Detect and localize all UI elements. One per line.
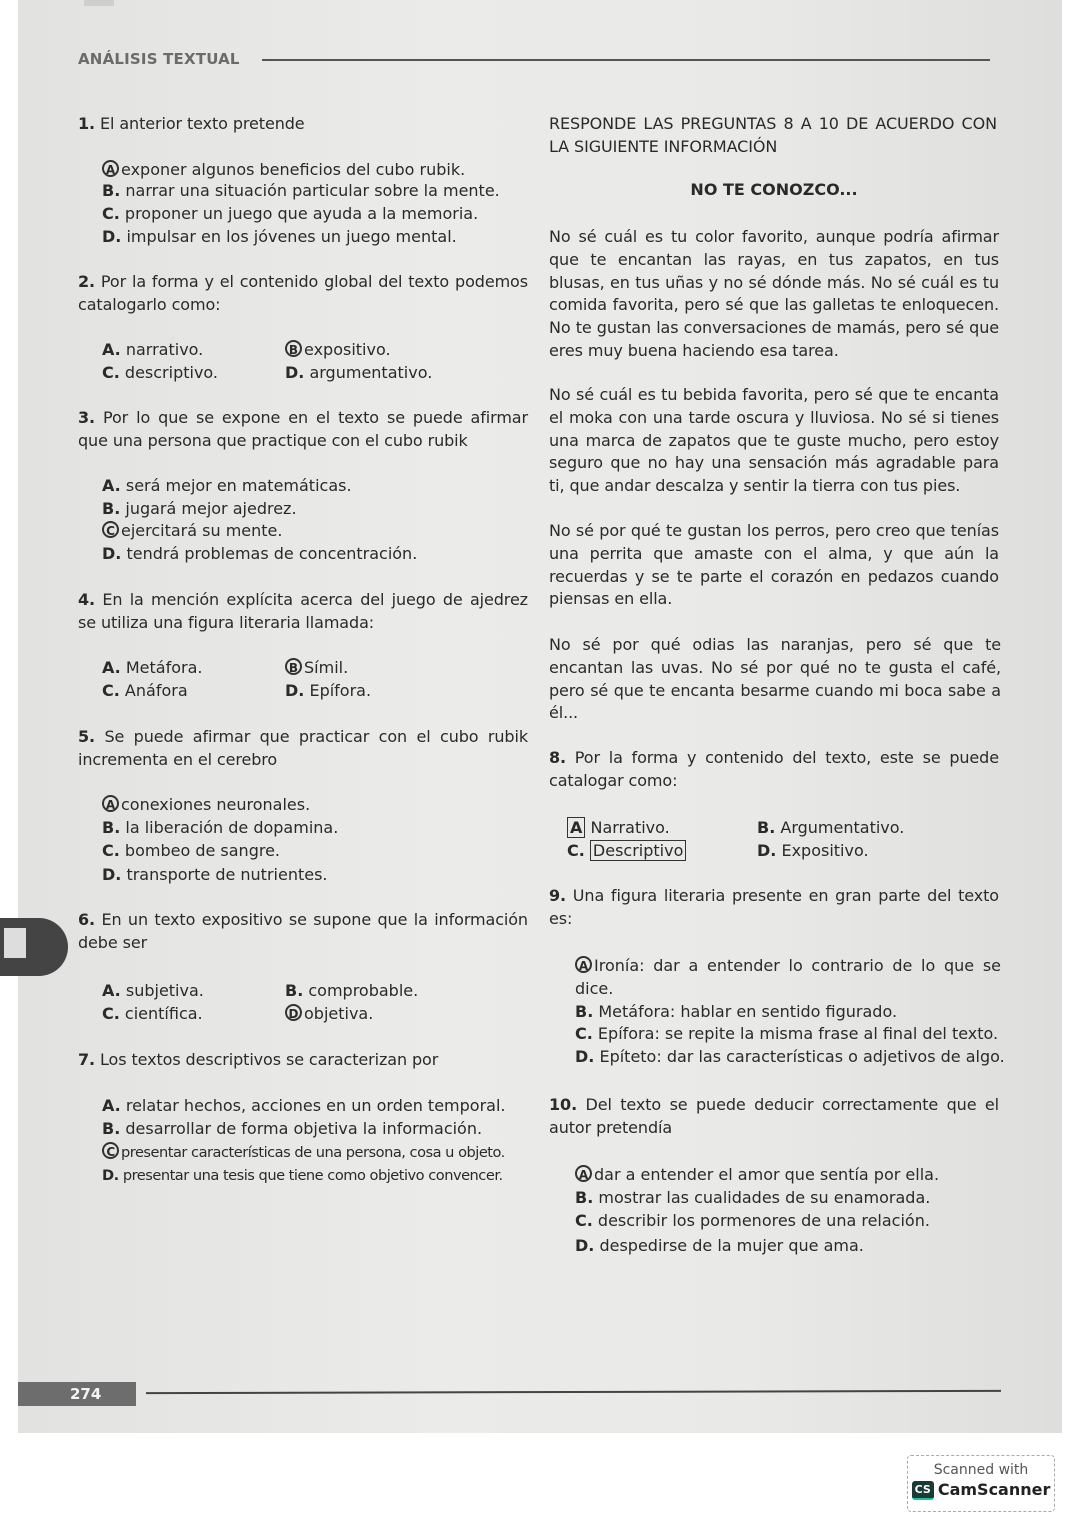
answer-option[interactable] (102, 864, 328, 887)
answer-option[interactable] (102, 1165, 503, 1188)
answer-option[interactable] (102, 794, 310, 817)
question-text: El anterior texto pretende (100, 114, 305, 133)
page-tab (84, 0, 114, 6)
option-letter: C. (575, 1024, 593, 1043)
page-number: 274 (18, 1382, 136, 1406)
option-text: mostrar las cualidades de su enamorada. (598, 1188, 931, 1207)
reading-title: NO TE CONOZCO... (690, 180, 858, 199)
answer-option[interactable] (102, 1118, 482, 1141)
option-text: será mejor en matemáticas. (125, 476, 352, 495)
option-text: argumentativo. (309, 363, 433, 382)
option-text: impulsar en los jóvenes un juego mental. (126, 227, 457, 246)
option-letter: B. (102, 818, 121, 837)
option-text: Narrativo. (590, 818, 670, 837)
circled-answer-letter: C (102, 1142, 119, 1159)
option-letter: A. (102, 340, 121, 359)
camscanner-watermark (907, 1455, 1055, 1512)
question-text: En un texto expositivo se supone que la información debe ser (78, 910, 528, 952)
option-letter: D. (102, 865, 122, 884)
option-letter: C. (575, 1211, 593, 1230)
circled-answer-letter: B (285, 340, 302, 357)
option-text: Epíteto: dar las características o adjetivos de algo. (599, 1047, 1005, 1066)
option-text: comprobable. (308, 981, 419, 1000)
option-text: exponer algunos beneficios del cubo rubik. (121, 160, 466, 179)
option-text: bombeo de sangre. (124, 841, 281, 860)
question-number: 7. (78, 1050, 96, 1069)
option-letter: A (567, 817, 585, 838)
binder-clip (0, 918, 68, 976)
circled-answer-letter: A (575, 956, 592, 973)
question-number: 2. (78, 272, 96, 291)
question-text: Por la forma y contenido del texto, este se puede catalogar como: (549, 748, 999, 790)
question-number: 5. (78, 727, 96, 746)
answer-option[interactable] (102, 475, 352, 498)
question-number: 8. (549, 748, 567, 767)
option-text: científica. (124, 1004, 203, 1023)
option-letter: B. (285, 981, 304, 1000)
answer-option[interactable] (102, 980, 204, 1003)
option-text: jugará mejor ajedrez. (125, 499, 297, 518)
question-number: 9. (549, 886, 567, 905)
option-text: Metáfora: hablar en sentido figurado. (598, 1002, 898, 1021)
section-header: ANÁLISIS TEXTUAL (78, 50, 240, 68)
option-text: Expositivo. (781, 841, 869, 860)
question-number: 4. (78, 590, 96, 609)
circled-answer-letter: B (285, 658, 302, 675)
option-text: Argumentativo. (780, 818, 905, 837)
question-text: Los textos descriptivos se caracterizan por (100, 1050, 439, 1069)
option-text: expositivo. (304, 340, 391, 359)
answer-option[interactable] (102, 817, 338, 840)
answer-option[interactable] (102, 159, 465, 182)
answer-option[interactable] (575, 1046, 1005, 1069)
answer-option[interactable] (757, 817, 904, 840)
answer-option[interactable] (285, 980, 418, 1003)
question-text: Por la forma y el contenido global del texto podemos catalogarlo como: (78, 272, 528, 314)
option-text: descriptivo. (124, 363, 219, 382)
option-letter: D. (575, 1236, 595, 1255)
answer-option[interactable] (575, 1001, 897, 1024)
circled-answer-letter: A (575, 1165, 592, 1182)
answer-option[interactable] (102, 226, 457, 249)
answer-option[interactable] (102, 657, 202, 680)
option-letter: B. (102, 499, 121, 518)
answer-option[interactable] (285, 657, 348, 680)
option-letter: B. (102, 181, 121, 200)
option-letter: B. (757, 818, 776, 837)
option-letter: A. (102, 981, 121, 1000)
option-letter: C. (102, 1004, 120, 1023)
answer-option[interactable] (102, 498, 297, 521)
circled-answer-letter: A (102, 160, 119, 177)
circled-answer-letter: D (285, 1004, 302, 1021)
answer-option[interactable] (102, 1095, 506, 1118)
option-letter: A. (102, 1096, 121, 1115)
option-text: Símil. (304, 658, 349, 677)
option-text: dar a entender el amor que sentía por ella. (594, 1165, 940, 1184)
circled-answer-letter: C (102, 521, 119, 538)
option-letter: D. (575, 1047, 595, 1066)
question-text: Por lo que se expone en el texto se puede afirmar que una persona que practique con el cubo rubik (78, 408, 528, 450)
answer-option[interactable] (102, 339, 203, 362)
question-number: 10. (549, 1095, 578, 1114)
option-text: la liberación de dopamina. (125, 818, 339, 837)
question-stem (549, 885, 999, 931)
reading-paragraph: No sé por qué te gustan los perros, pero creo que tenías una perrita que amaste con el alma, y que aún la recuerdas y se te parte el corazón en pedazos cuando piensas en ella. (549, 521, 999, 609)
question-stem (78, 113, 528, 136)
answer-option[interactable] (575, 1164, 939, 1187)
answer-option[interactable] (757, 840, 869, 863)
option-letter: D. (285, 363, 305, 382)
reading-paragraph: No sé por qué odias las naranjas, pero sé que te encantan las uvas. No sé por qué no te gusta el café, pero sé que te encanta besarme cuando mi boca sabe a él... (549, 635, 1001, 723)
option-text: presentar una tesis que tiene como objetivo convencer. (122, 1167, 503, 1184)
option-letter: C. (567, 841, 585, 860)
option-letter: A. (102, 476, 121, 495)
answer-option[interactable] (567, 840, 686, 863)
option-text: tendrá problemas de concentración. (126, 544, 418, 563)
question-text: Una figura literaria presente en gran parte del texto es: (549, 886, 999, 928)
option-text: Metáfora. (125, 658, 203, 677)
option-text: Anáfora (124, 681, 188, 700)
option-text: conexiones neuronales. (121, 795, 311, 814)
question-stem (78, 407, 528, 453)
watermark-caption: Scanned with (933, 1462, 1029, 1478)
option-letter: C. (102, 681, 120, 700)
option-text: presentar características de una persona, cosa u objeto. (121, 1144, 505, 1161)
option-letter: B. (575, 1002, 594, 1021)
option-text: narrativo. (125, 340, 204, 359)
watermark-brand: CamScanner (937, 1480, 1051, 1499)
option-text: transporte de nutrientes. (126, 865, 328, 884)
option-letter: B. (102, 1119, 121, 1138)
option-letter: C. (102, 841, 120, 860)
question-text: Del texto se puede deducir correctamente que el autor pretendía (549, 1095, 999, 1137)
reading-paragraph: No sé cuál es tu color favorito, aunque podría afirmar que te encantan las rayas, en tus zapatos, en tus blusas, en tus uñas y no sé dónde más. No sé cuál es tu comida favorita, pero sé que las galletas te enloquecen. No te gustan las conversaciones de mamás, pero sé que eres muy buena haciendo esa tarea. (549, 227, 999, 360)
answer-option[interactable] (575, 1235, 864, 1258)
question-text: Se puede afirmar que practicar con el cubo rubik incrementa en el cerebro (78, 727, 528, 769)
answer-option[interactable] (285, 339, 391, 362)
option-text: Epífora: se repite la misma frase al final del texto. (597, 1024, 999, 1043)
answer-option[interactable] (285, 1003, 373, 1026)
option-letter: A. (102, 658, 121, 677)
circled-answer-letter: A (102, 795, 119, 812)
answer-option[interactable] (102, 1142, 505, 1165)
option-text: subjetiva. (125, 981, 204, 1000)
answer-option[interactable] (575, 955, 1001, 1001)
answer-option[interactable] (102, 203, 478, 226)
answer-option[interactable] (102, 680, 188, 703)
option-letter: C. (102, 204, 120, 223)
option-text: Descriptivo (590, 840, 686, 861)
answer-option[interactable] (102, 180, 500, 203)
reading-instruction: RESPONDE LAS PREGUNTAS 8 A 10 DE ACUERDO CON LA SIGUIENTE INFORMACIÓN (549, 114, 997, 156)
question-number: 6. (78, 910, 96, 929)
option-letter: D. (102, 544, 122, 563)
option-letter: D. (102, 227, 122, 246)
question-stem (78, 1049, 528, 1072)
option-text: desarrollar de forma objetiva la información. (125, 1119, 483, 1138)
reading-paragraph: No sé cuál es tu bebida favorita, pero sé que te encanta el moka con una tarde oscura y lluviosa. No sé si tienes una marca de zapatos que te guste mucho, pero estoy seguro que no hay una sensación más agradable para ti, que andar descalza y sentir la tierra con tus pies. (549, 385, 999, 496)
answer-option[interactable] (102, 840, 280, 863)
option-text: objetiva. (304, 1004, 374, 1023)
answer-option[interactable] (102, 362, 218, 385)
question-stem (78, 726, 528, 772)
question-text: En la mención explícita acerca del juego de ajedrez se utiliza una figura literaria llamada: (78, 590, 528, 632)
answer-option[interactable] (575, 1023, 998, 1046)
question-number: 3. (78, 408, 96, 427)
question-stem (78, 589, 528, 635)
option-text: despedirse de la mujer que ama. (599, 1236, 864, 1255)
camscanner-logo-icon: CS (912, 1481, 934, 1500)
option-text: Ironía: dar a entender lo contrario de lo que se dice. (575, 956, 1001, 998)
header-rule (262, 59, 990, 61)
answer-option[interactable] (567, 817, 670, 840)
option-text: narrar una situación particular sobre la mente. (125, 181, 500, 200)
answer-option[interactable] (285, 680, 371, 703)
question-stem (78, 909, 528, 955)
option-text: ejercitará su mente. (121, 521, 283, 540)
option-letter: D. (285, 681, 305, 700)
question-stem (78, 271, 528, 317)
option-text: proponer un juego que ayuda a la memoria. (124, 204, 479, 223)
option-letter: D. (102, 1167, 119, 1184)
option-letter: D. (757, 841, 777, 860)
answer-option[interactable] (575, 1187, 930, 1210)
question-number: 1. (78, 114, 96, 133)
option-letter: B. (575, 1188, 594, 1207)
answer-option[interactable] (102, 520, 282, 543)
answer-option[interactable] (575, 1210, 930, 1233)
option-text: relatar hechos, acciones en un orden temporal. (125, 1096, 506, 1115)
answer-option[interactable] (285, 362, 432, 385)
option-letter: C. (102, 363, 120, 382)
option-text: describir los pormenores de una relación. (597, 1211, 930, 1230)
option-text: Epífora. (309, 681, 372, 700)
answer-option[interactable] (102, 1003, 203, 1026)
answer-option[interactable] (102, 543, 417, 566)
question-stem (549, 747, 999, 793)
question-stem (549, 1094, 999, 1140)
